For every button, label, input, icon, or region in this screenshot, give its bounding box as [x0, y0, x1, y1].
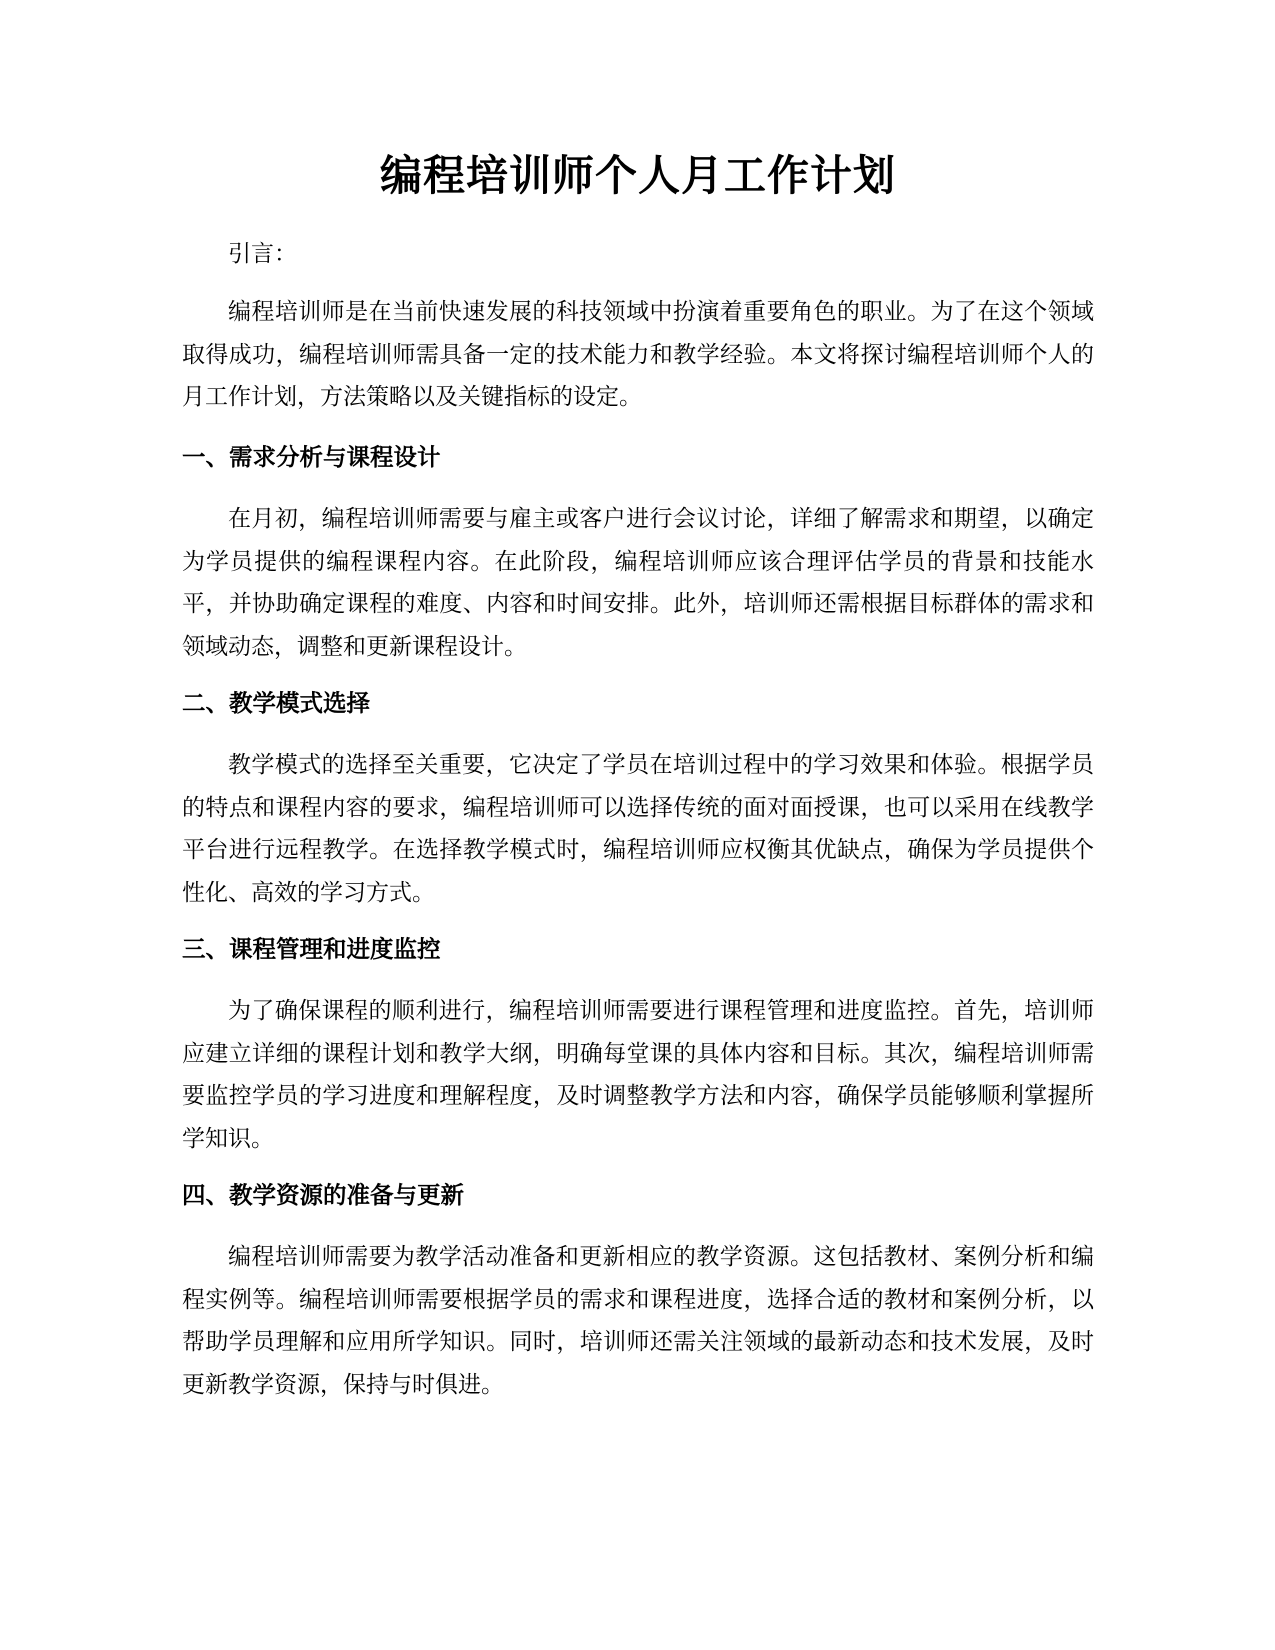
section-4-paragraph: 编程培训师需要为教学活动准备和更新相应的教学资源。这包括教材、案例分析和编程实例等。编程培训师需要根据学员的需求和课程进度，选择合适的教材和案例分析，以帮助学员理解和应用所学知识。同时，培训师还需关注领域的最新动态和技术发展，及时更新教学资源，保持与时俱进。: [182, 1244, 1094, 1398]
intro-paragraph: 编程培训师是在当前快速发展的科技领域中扮演着重要角色的职业。为了在这个领域取得成功，编程培训师需具备一定的技术能力和教学经验。本文将探讨编程培训师个人的月工作计划，方法策略以及关键指标的设定。: [182, 299, 1094, 410]
section-4-heading: 四、教学资源的准备与更新: [182, 1181, 464, 1209]
section-2-paragraph: 教学模式的选择至关重要，它决定了学员在培训过程中的学习效果和体验。根据学员的特点和课程内容的要求，编程培训师可以选择传统的面对面授课，也可以采用在线教学平台进行远程教学。在选择教学模式时，编程培训师应权衡其优缺点，确保为学员提供个性化、高效的学习方式。: [182, 752, 1094, 906]
section-1-paragraph: 在月初，编程培训师需要与雇主或客户进行会议讨论，详细了解需求和期望，以确定为学员提供的编程课程内容。在此阶段，编程培训师应该合理评估学员的背景和技能水平，并协助确定课程的难度、内容和时间安排。此外，培训师还需根据目标群体的需求和领域动态，调整和更新课程设计。: [182, 506, 1094, 660]
document-title: 编程培训师个人月工作计划: [379, 151, 896, 200]
section-3-heading: 三、课程管理和进度监控: [182, 935, 441, 963]
intro-label: 引言：: [228, 241, 297, 267]
section-1-heading: 一、需求分析与课程设计: [182, 443, 441, 471]
section-2-heading: 二、教学模式选择: [182, 689, 370, 717]
section-3-paragraph: 为了确保课程的顺利进行，编程培训师需要进行课程管理和进度监控。首先，培训师应建立详细的课程计划和教学大纲，明确每堂课的具体内容和目标。其次，编程培训师需要监控学员的学习进度和理解程度，及时调整教学方法和内容，确保学员能够顺利掌握所学知识。: [182, 998, 1094, 1152]
